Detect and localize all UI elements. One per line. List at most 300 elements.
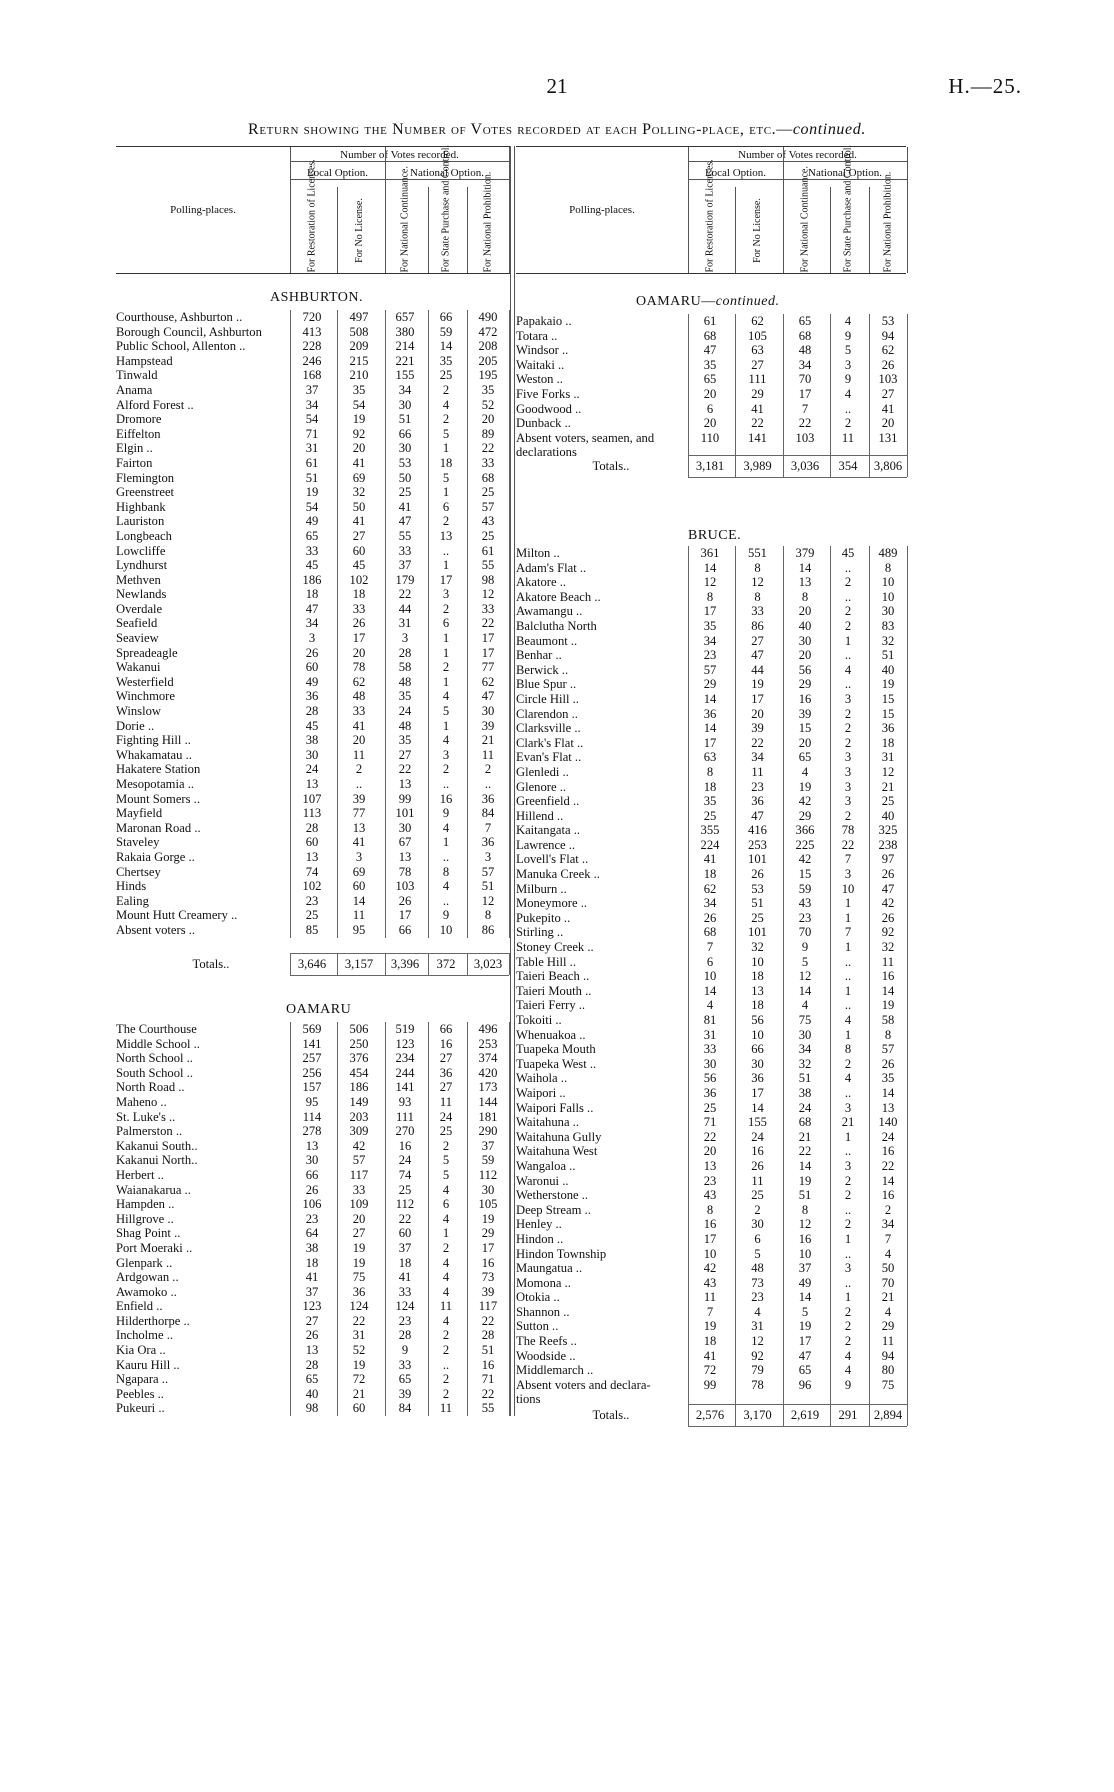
polling-place-name: Lauriston xyxy=(116,514,165,529)
polling-place-name: Anama xyxy=(116,382,153,397)
column-rule xyxy=(337,1022,338,1416)
vote-count: 26 xyxy=(703,910,717,925)
column-header xyxy=(869,171,907,273)
vote-count: 1 xyxy=(844,1027,852,1042)
vote-count: 51 xyxy=(305,470,319,485)
vote-count: 16 xyxy=(881,969,895,984)
vote-count: 19 xyxy=(352,1357,366,1372)
vote-count: 61 xyxy=(305,455,319,470)
vote-count: .. xyxy=(844,969,852,984)
vote-count: 75 xyxy=(798,1013,812,1027)
header-rule xyxy=(290,147,291,273)
polling-place-name: Waitahuna West xyxy=(516,1144,598,1159)
column-rule xyxy=(428,310,429,938)
section-continued: continued. xyxy=(715,294,780,309)
vote-count: 59 xyxy=(481,1153,495,1168)
vote-count: 77 xyxy=(352,806,366,821)
vote-count: 720 xyxy=(302,310,322,324)
vote-count: 18 xyxy=(703,867,717,882)
vote-count: 2 xyxy=(442,762,450,777)
vote-count: 71 xyxy=(481,1372,495,1387)
vote-count: 4 xyxy=(884,1246,892,1261)
vote-count: 9 xyxy=(401,1343,409,1358)
vote-count: 36 xyxy=(703,1085,717,1100)
vote-count: 3 xyxy=(844,357,852,372)
vote-count: 23 xyxy=(703,1173,717,1188)
polling-place-name: Tuapeka West .. xyxy=(516,1056,597,1071)
vote-count: 4 xyxy=(442,1313,450,1328)
vote-count: 23 xyxy=(305,1211,319,1226)
vote-count: 71 xyxy=(703,1115,717,1130)
vote-count: 40 xyxy=(881,808,895,823)
polling-place-name: Stoney Creek .. xyxy=(516,940,594,955)
vote-count: 68 xyxy=(481,470,495,485)
vote-count: 79 xyxy=(751,1363,764,1378)
polling-place-name: Hampden .. xyxy=(116,1197,175,1212)
polling-place-name: Hilderthorpe .. xyxy=(116,1313,190,1328)
totals-rule xyxy=(290,975,509,976)
vote-count: 97 xyxy=(881,852,895,867)
vote-count: 413 xyxy=(302,324,322,339)
polling-place-name: The Reefs .. xyxy=(516,1334,577,1349)
vote-count: 60 xyxy=(352,879,366,894)
vote-count: 98 xyxy=(305,1401,319,1416)
vote-count: 20 xyxy=(881,416,895,431)
vote-count: 123 xyxy=(302,1299,322,1314)
vote-count: 14 xyxy=(798,560,812,575)
vote-count: 2 xyxy=(844,1319,852,1334)
vote-count: 61 xyxy=(481,543,495,558)
vote-count: 25 xyxy=(398,485,412,500)
polling-place-name: Palmerston .. xyxy=(116,1124,183,1139)
vote-count: 49 xyxy=(305,514,319,529)
polling-place-name: Wetherstone .. xyxy=(516,1188,589,1203)
vote-count: 26 xyxy=(881,1056,895,1071)
vote-count: 225 xyxy=(795,837,815,852)
polling-place-name: Circle Hill .. xyxy=(516,691,579,706)
vote-count: 14 xyxy=(439,339,453,354)
vote-count: 8 xyxy=(442,864,450,879)
vote-count: 131 xyxy=(878,430,898,445)
vote-count: 65 xyxy=(798,1363,812,1378)
vote-count: 47 xyxy=(751,808,764,823)
column-rule xyxy=(290,953,291,975)
vote-count: 8 xyxy=(884,1027,892,1042)
polling-place-name: Pukepito .. xyxy=(516,910,571,925)
vote-count: 253 xyxy=(748,837,767,852)
vote-count: .. xyxy=(844,1144,852,1159)
polling-place-name: Benhar .. xyxy=(516,648,562,663)
vote-count: 186 xyxy=(349,1080,369,1095)
polling-place-name: Hindon Township xyxy=(516,1246,607,1261)
vote-count: 366 xyxy=(795,823,815,838)
vote-count: 24 xyxy=(798,1100,812,1115)
column-rule xyxy=(830,546,831,1407)
column-header xyxy=(830,144,866,273)
vote-count: 30 xyxy=(398,820,412,835)
column-rule xyxy=(385,1022,386,1416)
column-rule xyxy=(509,953,510,975)
vote-count: 208 xyxy=(478,339,498,354)
totals-label: Totals.. xyxy=(192,956,230,971)
column-rule xyxy=(783,314,784,460)
polling-place-name: Middle School .. xyxy=(116,1036,200,1051)
polling-place-name: Table Hill .. xyxy=(516,954,576,969)
vote-count: 11 xyxy=(439,1094,453,1109)
vote-count: 36 xyxy=(352,1284,366,1299)
column-rule xyxy=(290,310,291,938)
vote-count: 2 xyxy=(442,1328,450,1343)
polling-place-name: Dunback .. xyxy=(516,416,571,431)
vote-count: 24 xyxy=(881,1129,895,1144)
vote-count: 123 xyxy=(395,1036,415,1051)
column-rule xyxy=(783,1404,784,1426)
section-title xyxy=(636,294,779,310)
vote-count: 2 xyxy=(844,618,852,633)
vote-count: 35 xyxy=(398,689,412,704)
vote-count: 105 xyxy=(478,1197,498,1212)
vote-count: 32 xyxy=(751,940,764,955)
vote-count: 86 xyxy=(481,922,495,937)
vote-count: 30 xyxy=(481,704,495,719)
vote-count: 17 xyxy=(481,1240,495,1255)
vote-count: 39 xyxy=(352,791,366,806)
vote-count: 35 xyxy=(703,357,717,372)
vote-count: 489 xyxy=(878,546,898,560)
column-rule xyxy=(907,455,908,477)
vote-count: 2 xyxy=(844,735,852,750)
vote-count: 33 xyxy=(352,1182,366,1197)
vote-count: 19 xyxy=(881,998,895,1013)
vote-count: 105 xyxy=(748,328,767,343)
vote-count: 2 xyxy=(844,808,852,823)
heading-main: Return showing the Number of Votes recorded at each Polling-place, etc.— xyxy=(248,121,793,138)
vote-count: 11 xyxy=(841,430,855,445)
vote-count: 157 xyxy=(302,1080,322,1095)
vote-count: 13 xyxy=(439,528,453,543)
vote-count: 1 xyxy=(844,983,852,998)
vote-count: 69 xyxy=(352,470,366,485)
polling-place-name: Mount Somers .. xyxy=(116,791,200,806)
vote-count: 4 xyxy=(442,689,450,704)
vote-count: 14 xyxy=(881,983,895,998)
vote-count: 33 xyxy=(352,704,366,719)
vote-count: 47 xyxy=(881,881,895,896)
vote-count: 51 xyxy=(798,1071,812,1086)
vote-count: 140 xyxy=(878,1115,898,1130)
vote-count: 74 xyxy=(305,864,319,879)
vote-count: 10 xyxy=(751,954,764,969)
vote-count: 38 xyxy=(305,733,319,748)
polling-place-name: Fighting Hill .. xyxy=(116,733,191,748)
vote-count: 51 xyxy=(798,1188,812,1203)
vote-count: 27 xyxy=(305,1313,319,1328)
vote-count: 39 xyxy=(798,706,812,721)
vote-count: 63 xyxy=(703,750,717,765)
vote-count: 6 xyxy=(754,1231,761,1246)
vote-count: 1 xyxy=(844,1231,852,1246)
vote-count: 22 xyxy=(751,416,764,431)
vote-count: 7 xyxy=(484,820,492,835)
vote-count: 6 xyxy=(706,954,714,969)
vote-count: 14 xyxy=(798,983,812,998)
polling-place-name: Glenore .. xyxy=(516,779,567,794)
vote-count: 63 xyxy=(751,343,764,358)
vote-count: 29 xyxy=(798,808,812,823)
polling-place-name: Tuapeka Mouth xyxy=(516,1042,596,1057)
vote-count: 416 xyxy=(748,823,767,838)
vote-count: 48 xyxy=(398,718,412,733)
vote-count: 270 xyxy=(395,1124,415,1139)
vote-count: 10 xyxy=(881,575,895,590)
polling-place-name: Ardgowan .. xyxy=(116,1270,179,1285)
vote-count: 61 xyxy=(703,314,717,328)
vote-count: 6 xyxy=(706,401,714,416)
vote-count: 23 xyxy=(305,893,319,908)
vote-count: 13 xyxy=(751,983,764,998)
polling-place-name: Absent voters, seamen, and xyxy=(516,430,655,445)
polling-place-name: Tinwald xyxy=(116,368,158,383)
polling-place-name: Alford Forest .. xyxy=(116,397,194,412)
vote-count: 20 xyxy=(481,412,495,427)
vote-count: 22 xyxy=(398,1211,412,1226)
vote-count: 1 xyxy=(844,1129,852,1144)
vote-count: 10 xyxy=(881,589,895,604)
vote-count: 10 xyxy=(841,881,855,896)
vote-count: 19 xyxy=(352,412,366,427)
vote-count: 1 xyxy=(442,631,450,646)
vote-count: 48 xyxy=(798,343,812,358)
vote-count: 8 xyxy=(844,1042,852,1057)
vote-count: 7 xyxy=(844,852,852,867)
vote-count: 4 xyxy=(844,1071,852,1086)
vote-count: 38 xyxy=(305,1240,319,1255)
totals-row xyxy=(116,955,509,973)
vote-count: 23 xyxy=(751,779,764,794)
vote-count: 4 xyxy=(442,397,450,412)
vote-count: 205 xyxy=(478,353,498,368)
vote-count: 41 xyxy=(703,1348,717,1363)
vote-count: .. xyxy=(844,589,852,604)
national-option-header: National Option. xyxy=(385,167,509,180)
vote-count: 65 xyxy=(398,1372,412,1387)
vote-count: 57 xyxy=(881,1042,895,1057)
polling-place-name: North School .. xyxy=(116,1051,193,1066)
vote-count: 5 xyxy=(442,426,450,441)
vote-count: 3 xyxy=(355,849,363,864)
vote-count: 17 xyxy=(798,386,812,401)
vote-count: 2 xyxy=(844,721,852,736)
polling-place-name: Rakaia Gorge .. xyxy=(116,849,195,864)
vote-count: 246 xyxy=(302,353,322,368)
column-header xyxy=(735,187,780,273)
local-option-header: Local Option. xyxy=(290,167,385,180)
vote-count: 57 xyxy=(481,864,495,879)
vote-count: 21 xyxy=(481,733,495,748)
totals-rule xyxy=(688,1426,907,1427)
vote-count: 53 xyxy=(881,314,895,328)
vote-count: 57 xyxy=(352,1153,366,1168)
vote-count: 13 xyxy=(305,1343,319,1358)
vote-count: 8 xyxy=(706,764,714,779)
polling-place-name: Maheno .. xyxy=(116,1094,167,1109)
vote-count: 34 xyxy=(881,1217,895,1232)
vote-count: 33 xyxy=(481,455,495,470)
vote-count: 62 xyxy=(881,343,895,358)
vote-count: 3 xyxy=(442,587,450,602)
vote-count: 65 xyxy=(798,314,812,328)
total-value: 3,989 xyxy=(743,459,772,473)
polling-place-name: declarations xyxy=(516,445,577,460)
vote-count: 3 xyxy=(844,794,852,809)
vote-count: 66 xyxy=(439,310,453,324)
vote-count: 11 xyxy=(703,1290,717,1305)
column-header xyxy=(467,171,509,273)
polling-place-name: Hillend .. xyxy=(516,808,564,823)
polling-place-name: Milton .. xyxy=(516,546,560,560)
vote-count: 2 xyxy=(484,762,492,777)
vote-count: 2 xyxy=(442,601,450,616)
vote-count: 26 xyxy=(881,910,895,925)
vote-count: 56 xyxy=(703,1071,717,1086)
national-option-header: National Option. xyxy=(783,167,907,180)
vote-count: 22 xyxy=(703,1129,717,1144)
vote-count: 19 xyxy=(305,485,319,500)
column-rule xyxy=(428,953,429,975)
vote-count: 657 xyxy=(395,310,415,324)
vote-count: 111 xyxy=(748,372,767,387)
vote-count: 14 xyxy=(352,893,366,908)
vote-count: 22 xyxy=(481,441,495,456)
vote-count: 30 xyxy=(798,1027,812,1042)
polling-place-name: Middlemarch .. xyxy=(516,1363,594,1378)
column-rule xyxy=(869,1404,870,1426)
vote-count: 25 xyxy=(305,908,319,923)
vote-count: 78 xyxy=(751,1377,764,1392)
vote-count: 1 xyxy=(442,674,450,689)
vote-count: 215 xyxy=(349,353,369,368)
page-heading xyxy=(0,121,1114,139)
vote-count: 31 xyxy=(305,441,319,456)
total-value: 354 xyxy=(838,459,858,473)
vote-count: 2 xyxy=(442,412,450,427)
vote-count: 22 xyxy=(352,1313,366,1328)
column-header xyxy=(337,187,381,273)
polling-place-name: Papakaio .. xyxy=(516,314,572,328)
vote-count: 141 xyxy=(395,1080,415,1095)
polling-place-name: Wakanui xyxy=(116,660,161,675)
vote-count: 101 xyxy=(748,852,767,867)
column-header-label: For State Purchase and Control. xyxy=(842,144,854,272)
vote-count: 21 xyxy=(881,779,895,794)
vote-count: 13 xyxy=(881,1100,895,1115)
vote-count: 4 xyxy=(442,1211,450,1226)
vote-count: 4 xyxy=(442,879,450,894)
vote-count: 420 xyxy=(478,1065,498,1080)
vote-count: 16 xyxy=(481,1357,495,1372)
vote-count: 5 xyxy=(442,1153,450,1168)
vote-count: 36 xyxy=(439,1065,453,1080)
vote-count: 30 xyxy=(481,1182,495,1197)
totals-row xyxy=(516,1406,907,1424)
vote-count: 3 xyxy=(844,1261,852,1276)
vote-count: 3 xyxy=(308,631,316,646)
vote-count: 29 xyxy=(881,1319,895,1334)
vote-count: 25 xyxy=(703,1100,717,1115)
vote-count: 10 xyxy=(703,969,717,984)
vote-count: 11 xyxy=(881,954,895,969)
vote-count: 106 xyxy=(302,1197,322,1212)
vote-count: 24 xyxy=(398,1153,412,1168)
total-value: 291 xyxy=(838,1408,858,1423)
vote-count: 57 xyxy=(481,499,495,514)
vote-count: 34 xyxy=(703,633,717,648)
vote-count: .. xyxy=(844,560,852,575)
column-header xyxy=(783,165,827,273)
vote-count: 39 xyxy=(398,1386,412,1401)
vote-count: 102 xyxy=(349,572,369,587)
vote-count: 7 xyxy=(706,940,714,955)
column-header-label: For No License. xyxy=(752,197,763,263)
vote-count: 3 xyxy=(401,631,409,646)
vote-count: 34 xyxy=(751,750,764,765)
vote-count: 36 xyxy=(481,791,495,806)
vote-count: 92 xyxy=(352,426,366,441)
polling-place-name: Glenledi .. xyxy=(516,764,569,779)
polling-place-name: Balclutha North xyxy=(516,618,597,633)
polling-place-name: Port Moeraki .. xyxy=(116,1240,193,1255)
vote-count: 18 xyxy=(751,969,764,984)
vote-count: 42 xyxy=(881,896,895,911)
polling-place-name: Maronan Road .. xyxy=(116,820,201,835)
polling-place-name: Fairton xyxy=(116,455,153,470)
vote-count: 72 xyxy=(352,1372,366,1387)
vote-count: 22 xyxy=(481,616,495,631)
vote-count: 13 xyxy=(798,575,812,590)
vote-count: 17 xyxy=(481,645,495,660)
vote-count: 58 xyxy=(398,660,412,675)
vote-count: 29 xyxy=(751,386,764,401)
polling-place-name: Kakanui South.. xyxy=(116,1138,198,1153)
polling-place-name: Kauru Hill .. xyxy=(116,1357,180,1372)
vote-count: 1 xyxy=(442,441,450,456)
vote-count: 66 xyxy=(398,922,412,937)
total-value: 3,396 xyxy=(390,956,420,971)
vote-count: 1 xyxy=(844,910,852,925)
polling-place-name: Courthouse, Ashburton .. xyxy=(116,310,243,324)
vote-count: 68 xyxy=(798,1115,812,1130)
vote-count: 50 xyxy=(398,470,412,485)
vote-count: 26 xyxy=(352,616,366,631)
vote-count: 73 xyxy=(481,1270,495,1285)
vote-count: 33 xyxy=(751,604,764,619)
vote-count: 17 xyxy=(439,572,453,587)
vote-count: 109 xyxy=(349,1197,369,1212)
vote-count: 31 xyxy=(881,750,895,765)
vote-count: 376 xyxy=(349,1051,369,1066)
column-rule xyxy=(385,953,386,975)
vote-count: 124 xyxy=(349,1299,369,1314)
vote-count: 20 xyxy=(703,1144,717,1159)
vote-count: 68 xyxy=(703,328,717,343)
vote-count: 5 xyxy=(801,1304,809,1319)
vote-count: 54 xyxy=(305,499,319,514)
polling-place-name: Waihola .. xyxy=(516,1071,568,1086)
left-table-header xyxy=(116,146,510,274)
vote-count: 45 xyxy=(305,718,319,733)
vote-count: 19 xyxy=(481,1211,495,1226)
polling-place-name: Westerfield xyxy=(116,674,174,689)
